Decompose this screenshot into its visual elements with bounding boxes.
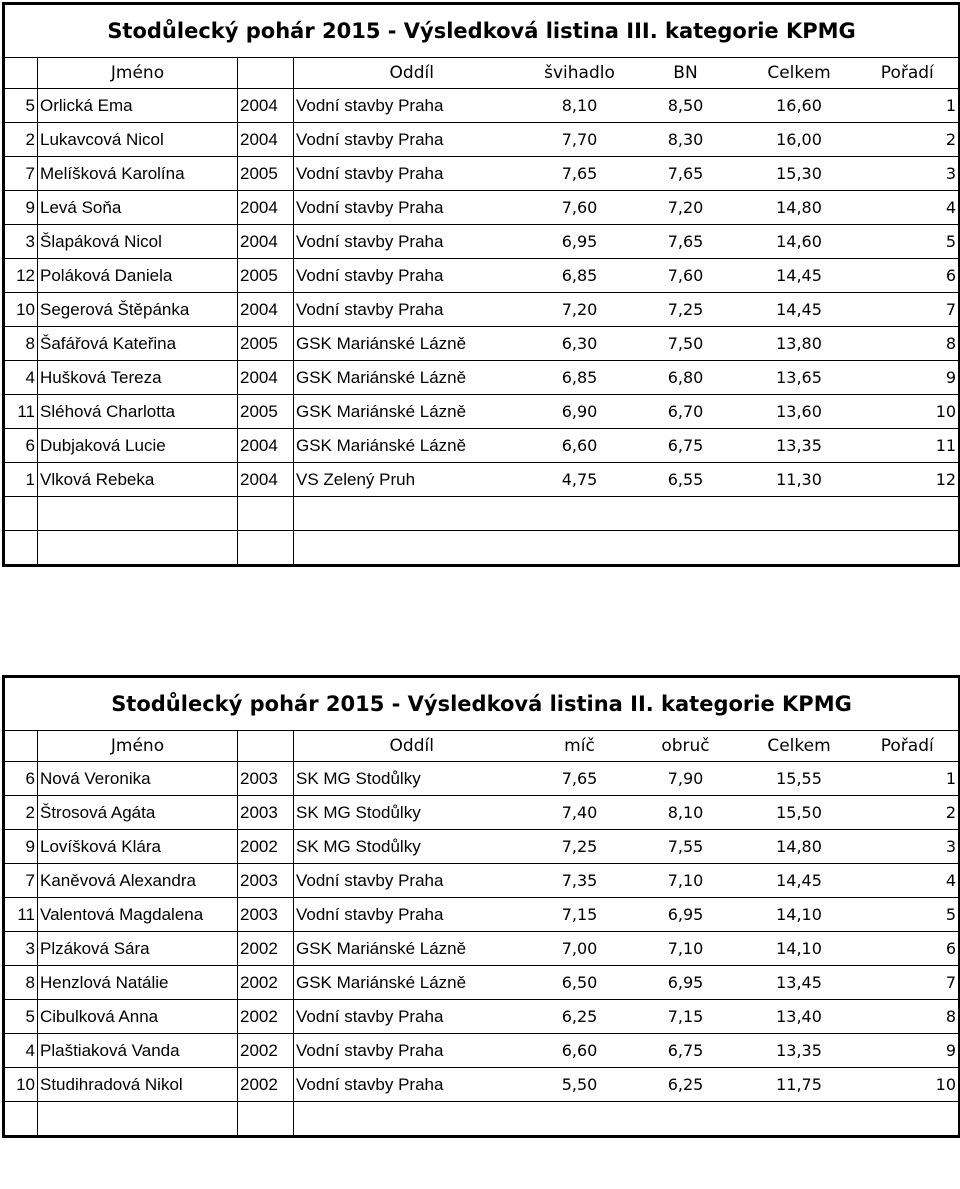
rank: 1 <box>857 89 960 123</box>
total-score: 14,45 <box>742 259 857 293</box>
table-row <box>4 361 960 395</box>
empty-cell <box>630 497 742 531</box>
results-table-category-2 <box>2 675 960 1138</box>
score-1: 7,25 <box>530 830 630 864</box>
empty-cell <box>4 497 38 531</box>
table-row <box>4 463 960 497</box>
score-1: 6,30 <box>530 327 630 361</box>
header-rank: Pořadí <box>857 731 960 762</box>
total-score: 15,30 <box>742 157 857 191</box>
table-row <box>4 932 960 966</box>
club-name: Vodní stavby Praha <box>294 293 530 327</box>
birth-year: 2002 <box>238 1034 294 1068</box>
score-1: 4,75 <box>530 463 630 497</box>
total-score: 16,60 <box>742 89 857 123</box>
table-row <box>4 429 960 463</box>
score-1: 7,40 <box>530 796 630 830</box>
table-row <box>4 830 960 864</box>
athlete-name: Melíšková Karolína <box>38 157 238 191</box>
score-1: 7,60 <box>530 191 630 225</box>
club-name: GSK Mariánské Lázně <box>294 395 530 429</box>
total-score: 14,80 <box>742 830 857 864</box>
header-year <box>238 58 294 89</box>
score-1: 6,90 <box>530 395 630 429</box>
total-score: 14,45 <box>742 293 857 327</box>
table-row <box>4 796 960 830</box>
rank: 6 <box>857 259 960 293</box>
athlete-name: Orlická Ema <box>38 89 238 123</box>
total-score: 14,60 <box>742 225 857 259</box>
score-1: 7,15 <box>530 898 630 932</box>
table-header <box>4 58 960 89</box>
club-name: Vodní stavby Praha <box>294 1068 530 1102</box>
club-name: VS Zelený Pruh <box>294 463 530 497</box>
rank: 8 <box>857 1000 960 1034</box>
start-number: 4 <box>4 1034 38 1068</box>
score-1: 6,95 <box>530 225 630 259</box>
birth-year: 2004 <box>238 463 294 497</box>
table-row <box>4 191 960 225</box>
club-name: SK MG Stodůlky <box>294 830 530 864</box>
athlete-name: Valentová Magdalena <box>38 898 238 932</box>
athlete-name: Cibulková Anna <box>38 1000 238 1034</box>
rank: 5 <box>857 898 960 932</box>
athlete-name: Levá Soňa <box>38 191 238 225</box>
total-score: 11,75 <box>742 1068 857 1102</box>
header-number <box>4 731 38 762</box>
club-name: Vodní stavby Praha <box>294 225 530 259</box>
start-number: 2 <box>4 796 38 830</box>
score-2: 6,95 <box>630 966 742 1000</box>
empty-cell <box>4 1102 38 1137</box>
empty-cell <box>294 497 530 531</box>
empty-cell <box>630 531 742 566</box>
rank: 3 <box>857 157 960 191</box>
header-score1: švihadlo <box>530 58 630 89</box>
table-row <box>4 1068 960 1102</box>
empty-cell <box>38 1102 238 1137</box>
score-2: 7,50 <box>630 327 742 361</box>
birth-year: 2004 <box>238 293 294 327</box>
total-score: 14,80 <box>742 191 857 225</box>
table-row <box>4 395 960 429</box>
birth-year: 2004 <box>238 191 294 225</box>
club-name: Vodní stavby Praha <box>294 259 530 293</box>
club-name: Vodní stavby Praha <box>294 898 530 932</box>
score-2: 7,15 <box>630 1000 742 1034</box>
empty-cell <box>742 497 857 531</box>
empty-cell <box>238 497 294 531</box>
score-2: 6,75 <box>630 1034 742 1068</box>
birth-year: 2005 <box>238 259 294 293</box>
empty-cell <box>530 1102 630 1137</box>
start-number: 5 <box>4 1000 38 1034</box>
header-name: Jméno <box>38 731 238 762</box>
header-total: Celkem <box>742 58 857 89</box>
rank: 7 <box>857 293 960 327</box>
birth-year: 2003 <box>238 864 294 898</box>
table-row <box>4 864 960 898</box>
birth-year: 2002 <box>238 932 294 966</box>
birth-year: 2004 <box>238 429 294 463</box>
score-2: 7,65 <box>630 157 742 191</box>
rank: 1 <box>857 762 960 796</box>
start-number: 3 <box>4 932 38 966</box>
header-number <box>4 58 38 89</box>
total-score: 13,80 <box>742 327 857 361</box>
rank: 4 <box>857 191 960 225</box>
athlete-name: Segerová Štěpánka <box>38 293 238 327</box>
total-score: 13,35 <box>742 1034 857 1068</box>
athlete-name: Lovíšková Klára <box>38 830 238 864</box>
birth-year: 2004 <box>238 123 294 157</box>
results-table-category-3 <box>2 2 960 567</box>
header-score2: BN <box>630 58 742 89</box>
score-2: 7,10 <box>630 932 742 966</box>
club-name: Vodní stavby Praha <box>294 157 530 191</box>
score-1: 6,25 <box>530 1000 630 1034</box>
club-name: Vodní stavby Praha <box>294 864 530 898</box>
score-2: 7,90 <box>630 762 742 796</box>
athlete-name: Nová Veronika <box>38 762 238 796</box>
birth-year: 2002 <box>238 1068 294 1102</box>
birth-year: 2005 <box>238 327 294 361</box>
header-year <box>238 731 294 762</box>
total-score: 15,50 <box>742 796 857 830</box>
birth-year: 2002 <box>238 966 294 1000</box>
athlete-name: Plaštiaková Vanda <box>38 1034 238 1068</box>
start-number: 10 <box>4 293 38 327</box>
total-score: 13,40 <box>742 1000 857 1034</box>
empty-cell <box>742 1102 857 1137</box>
birth-year: 2005 <box>238 157 294 191</box>
empty-cell <box>238 531 294 566</box>
birth-year: 2003 <box>238 762 294 796</box>
empty-cell <box>294 531 530 566</box>
header-name: Jméno <box>38 58 238 89</box>
start-number: 7 <box>4 157 38 191</box>
score-1: 7,20 <box>530 293 630 327</box>
birth-year: 2004 <box>238 225 294 259</box>
club-name: Vodní stavby Praha <box>294 89 530 123</box>
score-1: 7,65 <box>530 157 630 191</box>
rank: 8 <box>857 327 960 361</box>
score-2: 7,60 <box>630 259 742 293</box>
empty-cell <box>857 531 960 566</box>
club-name: GSK Mariánské Lázně <box>294 327 530 361</box>
athlete-name: Kaněvová Alexandra <box>38 864 238 898</box>
score-1: 6,60 <box>530 1034 630 1068</box>
empty-cell <box>238 1102 294 1137</box>
score-1: 7,00 <box>530 932 630 966</box>
score-2: 7,10 <box>630 864 742 898</box>
score-2: 8,10 <box>630 796 742 830</box>
score-1: 7,65 <box>530 762 630 796</box>
rank: 4 <box>857 864 960 898</box>
total-score: 13,60 <box>742 395 857 429</box>
start-number: 11 <box>4 395 38 429</box>
empty-cell <box>38 497 238 531</box>
header-total: Celkem <box>742 731 857 762</box>
empty-row <box>4 531 960 566</box>
rank: 10 <box>857 1068 960 1102</box>
header-score2: obruč <box>630 731 742 762</box>
score-1: 6,85 <box>530 259 630 293</box>
score-1: 7,70 <box>530 123 630 157</box>
score-1: 8,10 <box>530 89 630 123</box>
start-number: 6 <box>4 762 38 796</box>
athlete-name: Šlapáková Nicol <box>38 225 238 259</box>
empty-row <box>4 1102 960 1137</box>
start-number: 8 <box>4 327 38 361</box>
start-number: 2 <box>4 123 38 157</box>
table-row <box>4 89 960 123</box>
start-number: 9 <box>4 191 38 225</box>
club-name: Vodní stavby Praha <box>294 1034 530 1068</box>
score-1: 6,60 <box>530 429 630 463</box>
header-club: Oddíl <box>294 58 530 89</box>
empty-cell <box>530 497 630 531</box>
table-row <box>4 898 960 932</box>
birth-year: 2003 <box>238 796 294 830</box>
score-2: 6,25 <box>630 1068 742 1102</box>
start-number: 5 <box>4 89 38 123</box>
total-score: 13,35 <box>742 429 857 463</box>
start-number: 4 <box>4 361 38 395</box>
start-number: 11 <box>4 898 38 932</box>
start-number: 6 <box>4 429 38 463</box>
table-row <box>4 1034 960 1068</box>
start-number: 12 <box>4 259 38 293</box>
club-name: GSK Mariánské Lázně <box>294 966 530 1000</box>
score-2: 6,70 <box>630 395 742 429</box>
rank: 5 <box>857 225 960 259</box>
table-row <box>4 762 960 796</box>
birth-year: 2004 <box>238 361 294 395</box>
table-row <box>4 123 960 157</box>
rank: 6 <box>857 932 960 966</box>
total-score: 14,10 <box>742 932 857 966</box>
club-name: Vodní stavby Praha <box>294 191 530 225</box>
score-2: 6,95 <box>630 898 742 932</box>
club-name: SK MG Stodůlky <box>294 796 530 830</box>
table-row <box>4 1000 960 1034</box>
club-name: SK MG Stodůlky <box>294 762 530 796</box>
score-2: 8,50 <box>630 89 742 123</box>
score-2: 7,20 <box>630 191 742 225</box>
table-row <box>4 327 960 361</box>
score-2: 7,25 <box>630 293 742 327</box>
table-row <box>4 966 960 1000</box>
athlete-name: Lukavcová Nicol <box>38 123 238 157</box>
rank: 10 <box>857 395 960 429</box>
total-score: 11,30 <box>742 463 857 497</box>
rank: 7 <box>857 966 960 1000</box>
total-score: 15,55 <box>742 762 857 796</box>
rank: 12 <box>857 463 960 497</box>
athlete-name: Vlková Rebeka <box>38 463 238 497</box>
rank: 9 <box>857 361 960 395</box>
table-row <box>4 225 960 259</box>
start-number: 3 <box>4 225 38 259</box>
score-2: 6,80 <box>630 361 742 395</box>
score-1: 6,85 <box>530 361 630 395</box>
club-name: GSK Mariánské Lázně <box>294 932 530 966</box>
rank: 2 <box>857 796 960 830</box>
rank: 3 <box>857 830 960 864</box>
birth-year: 2003 <box>238 898 294 932</box>
table-row <box>4 293 960 327</box>
rank: 2 <box>857 123 960 157</box>
athlete-name: Sléhová Charlotta <box>38 395 238 429</box>
athlete-name: Hušková Tereza <box>38 361 238 395</box>
start-number: 9 <box>4 830 38 864</box>
empty-cell <box>630 1102 742 1137</box>
start-number: 10 <box>4 1068 38 1102</box>
athlete-name: Štrosová Agáta <box>38 796 238 830</box>
rank: 9 <box>857 1034 960 1068</box>
birth-year: 2005 <box>238 395 294 429</box>
empty-cell <box>4 531 38 566</box>
score-2: 7,65 <box>630 225 742 259</box>
header-score1: míč <box>530 731 630 762</box>
total-score: 16,00 <box>742 123 857 157</box>
table-row <box>4 157 960 191</box>
start-number: 1 <box>4 463 38 497</box>
total-score: 13,65 <box>742 361 857 395</box>
club-name: GSK Mariánské Lázně <box>294 361 530 395</box>
club-name: Vodní stavby Praha <box>294 123 530 157</box>
empty-cell <box>857 497 960 531</box>
score-2: 6,55 <box>630 463 742 497</box>
empty-cell <box>857 1102 960 1137</box>
athlete-name: Plzáková Sára <box>38 932 238 966</box>
start-number: 8 <box>4 966 38 1000</box>
birth-year: 2002 <box>238 1000 294 1034</box>
score-1: 6,50 <box>530 966 630 1000</box>
athlete-name: Studihradová Nikol <box>38 1068 238 1102</box>
birth-year: 2002 <box>238 830 294 864</box>
athlete-name: Dubjaková Lucie <box>38 429 238 463</box>
total-score: 14,45 <box>742 864 857 898</box>
score-1: 5,50 <box>530 1068 630 1102</box>
athlete-name: Poláková Daniela <box>38 259 238 293</box>
total-score: 14,10 <box>742 898 857 932</box>
table-title: Stodůlecký pohár 2015 - Výsledková listina II. kategorie KPMG <box>4 677 960 731</box>
athlete-name: Henzlová Natálie <box>38 966 238 1000</box>
table-row <box>4 259 960 293</box>
empty-row <box>4 497 960 531</box>
score-1: 7,35 <box>530 864 630 898</box>
empty-cell <box>294 1102 530 1137</box>
table-title: Stodůlecký pohár 2015 - Výsledková listina III. kategorie KPMG <box>4 4 960 58</box>
birth-year: 2004 <box>238 89 294 123</box>
total-score: 13,45 <box>742 966 857 1000</box>
empty-cell <box>742 531 857 566</box>
club-name: GSK Mariánské Lázně <box>294 429 530 463</box>
empty-cell <box>530 531 630 566</box>
rank: 11 <box>857 429 960 463</box>
club-name: Vodní stavby Praha <box>294 1000 530 1034</box>
table-header <box>4 731 960 762</box>
score-2: 7,55 <box>630 830 742 864</box>
empty-cell <box>38 531 238 566</box>
header-rank: Pořadí <box>857 58 960 89</box>
score-2: 6,75 <box>630 429 742 463</box>
score-2: 8,30 <box>630 123 742 157</box>
start-number: 7 <box>4 864 38 898</box>
athlete-name: Šafářová Kateřina <box>38 327 238 361</box>
header-club: Oddíl <box>294 731 530 762</box>
